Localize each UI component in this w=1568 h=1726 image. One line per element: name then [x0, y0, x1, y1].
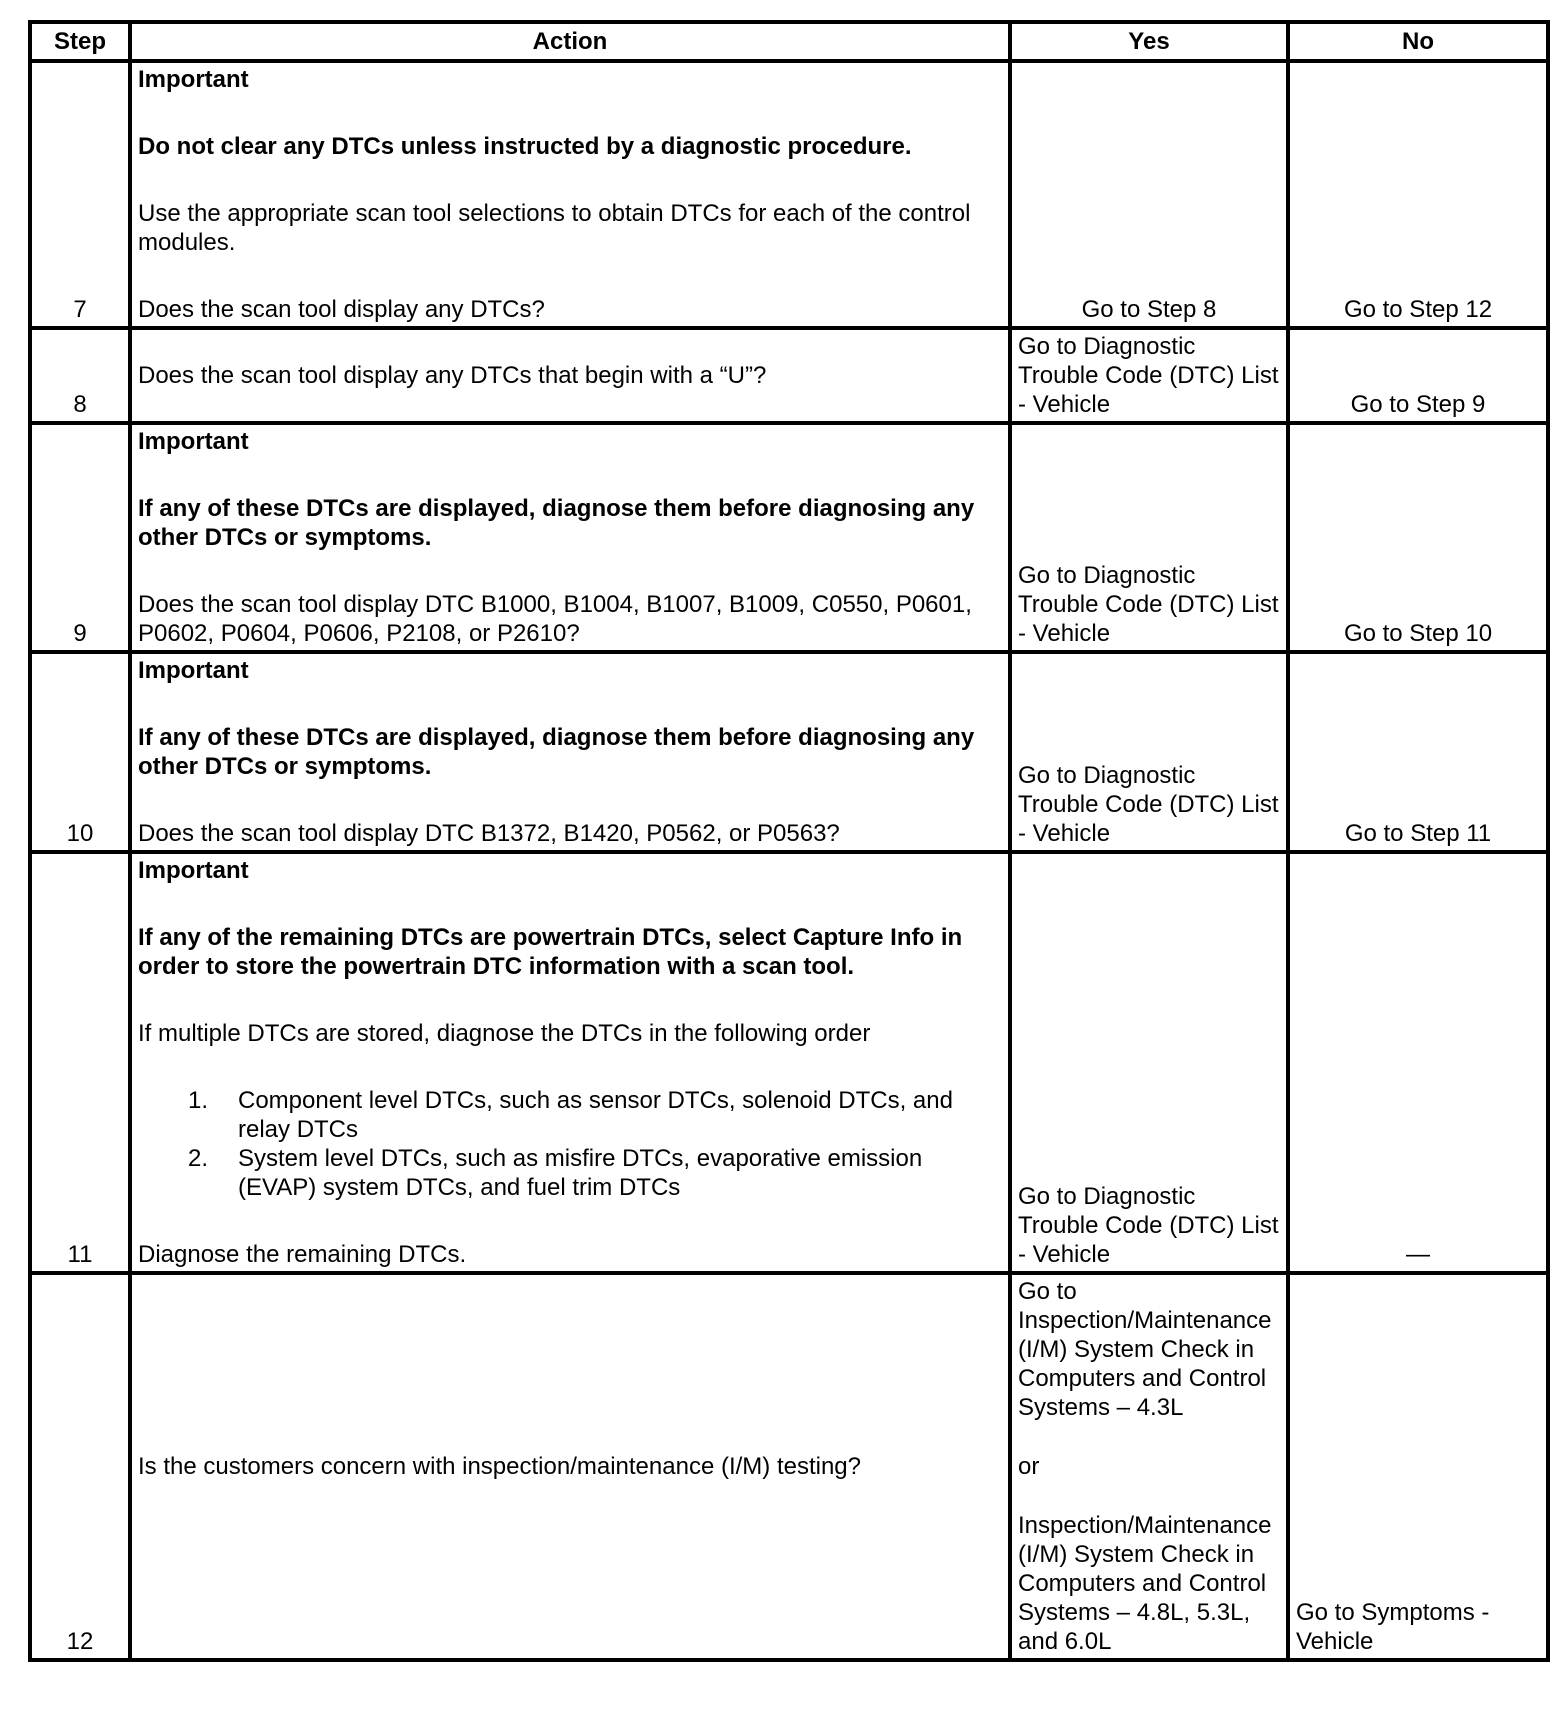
- list-item: [138, 1086, 1002, 1144]
- step-number: 10: [30, 652, 130, 852]
- important-heading: Important: [138, 66, 249, 93]
- important-heading: Important: [138, 857, 249, 884]
- yes-or-text: or: [1018, 1453, 1040, 1480]
- no-link[interactable]: Go to Step 11: [1288, 652, 1548, 852]
- action-cell: [130, 61, 1010, 328]
- header-action: Action: [130, 22, 1010, 61]
- list-text: System level DTCs, such as misfire DTCs, evaporative emission (EVAP) system DTCs, and fuel trim DTCs: [238, 1145, 923, 1201]
- header-yes: Yes: [1010, 22, 1288, 61]
- instruction-text: Use the appropriate scan tool selections to obtain DTCs for each of the control modules.: [138, 200, 971, 256]
- yes-cell: [1010, 1273, 1288, 1660]
- header-row: [30, 22, 1548, 61]
- important-heading: Important: [138, 657, 249, 684]
- header-no: No: [1288, 22, 1548, 61]
- yes-link[interactable]: Go to Diagnostic Trouble Code (DTC) List - Vehicle: [1010, 652, 1288, 852]
- yes-link-4-8l-5-3l-6-0l[interactable]: Inspection/Maintenance (I/M) System Check in Computers and Control Systems – 4.8L, 5.3L, and 6.0L: [1018, 1512, 1272, 1655]
- no-link[interactable]: Go to Step 10: [1288, 423, 1548, 652]
- table-row: [30, 61, 1548, 328]
- yes-link-4-3l[interactable]: Go to Inspection/Maintenance (I/M) System Check in Computers and Control Systems – 4.3L: [1018, 1278, 1272, 1421]
- list-number: 1.: [188, 1087, 209, 1114]
- table-row: [30, 652, 1548, 852]
- action-cell: [130, 423, 1010, 652]
- no-link[interactable]: Go to Symptoms - Vehicle: [1288, 1273, 1548, 1660]
- table-row: [30, 328, 1548, 423]
- list-number: 2.: [188, 1145, 209, 1172]
- table-row: [30, 852, 1548, 1273]
- question-text: Does the scan tool display DTC B1000, B1004, B1007, B1009, C0550, P0601, P0602, P0604, P0606, P2108, or P2610?: [138, 591, 972, 647]
- table-row: [30, 423, 1548, 652]
- action-cell: [130, 852, 1010, 1273]
- step-number: 7: [30, 61, 130, 328]
- step-number: 12: [30, 1273, 130, 1660]
- header-step: Step: [30, 22, 130, 61]
- step-number: 8: [30, 328, 130, 423]
- step-number: 9: [30, 423, 130, 652]
- important-note: If any of these DTCs are displayed, diagnose them before diagnosing any other DTCs or symptoms.: [138, 495, 975, 551]
- question-text: Does the scan tool display DTC B1372, B1420, P0562, or P0563?: [138, 820, 840, 847]
- action-cell: [130, 652, 1010, 852]
- question-text: Diagnose the remaining DTCs.: [138, 1241, 467, 1268]
- no-link[interactable]: Go to Step 12: [1288, 61, 1548, 328]
- important-heading: Important: [138, 428, 249, 455]
- yes-link[interactable]: Go to Step 8: [1010, 61, 1288, 328]
- important-note: If any of the remaining DTCs are powertrain DTCs, select Capture Info in order to store the powertrain DTC information with a scan tool.: [138, 924, 963, 980]
- list-text: Component level DTCs, such as sensor DTCs, solenoid DTCs, and relay DTCs: [238, 1087, 953, 1143]
- important-note: Do not clear any DTCs unless instructed by a diagnostic procedure.: [138, 133, 912, 160]
- no-link[interactable]: Go to Step 9: [1288, 328, 1548, 423]
- table-row: [30, 1273, 1548, 1660]
- step-number: 11: [30, 852, 130, 1273]
- question-text: Does the scan tool display any DTCs?: [138, 296, 545, 323]
- yes-link[interactable]: Go to Diagnostic Trouble Code (DTC) List - Vehicle: [1010, 423, 1288, 652]
- important-note: If any of these DTCs are displayed, diagnose them before diagnosing any other DTCs or symptoms.: [138, 724, 975, 780]
- list-item: [138, 1144, 1002, 1202]
- question-text: Does the scan tool display any DTCs that begin with a “U”?: [130, 328, 1010, 423]
- no-value: —: [1288, 852, 1548, 1273]
- yes-link[interactable]: Go to Diagnostic Trouble Code (DTC) List - Vehicle: [1010, 852, 1288, 1273]
- instruction-text: If multiple DTCs are stored, diagnose the DTCs in the following order: [138, 1020, 871, 1047]
- yes-link[interactable]: Go to Diagnostic Trouble Code (DTC) List - Vehicle: [1010, 328, 1288, 423]
- diagnostic-table: [28, 20, 1550, 1662]
- question-text: Is the customers concern with inspection/maintenance (I/M) testing?: [130, 1273, 1010, 1660]
